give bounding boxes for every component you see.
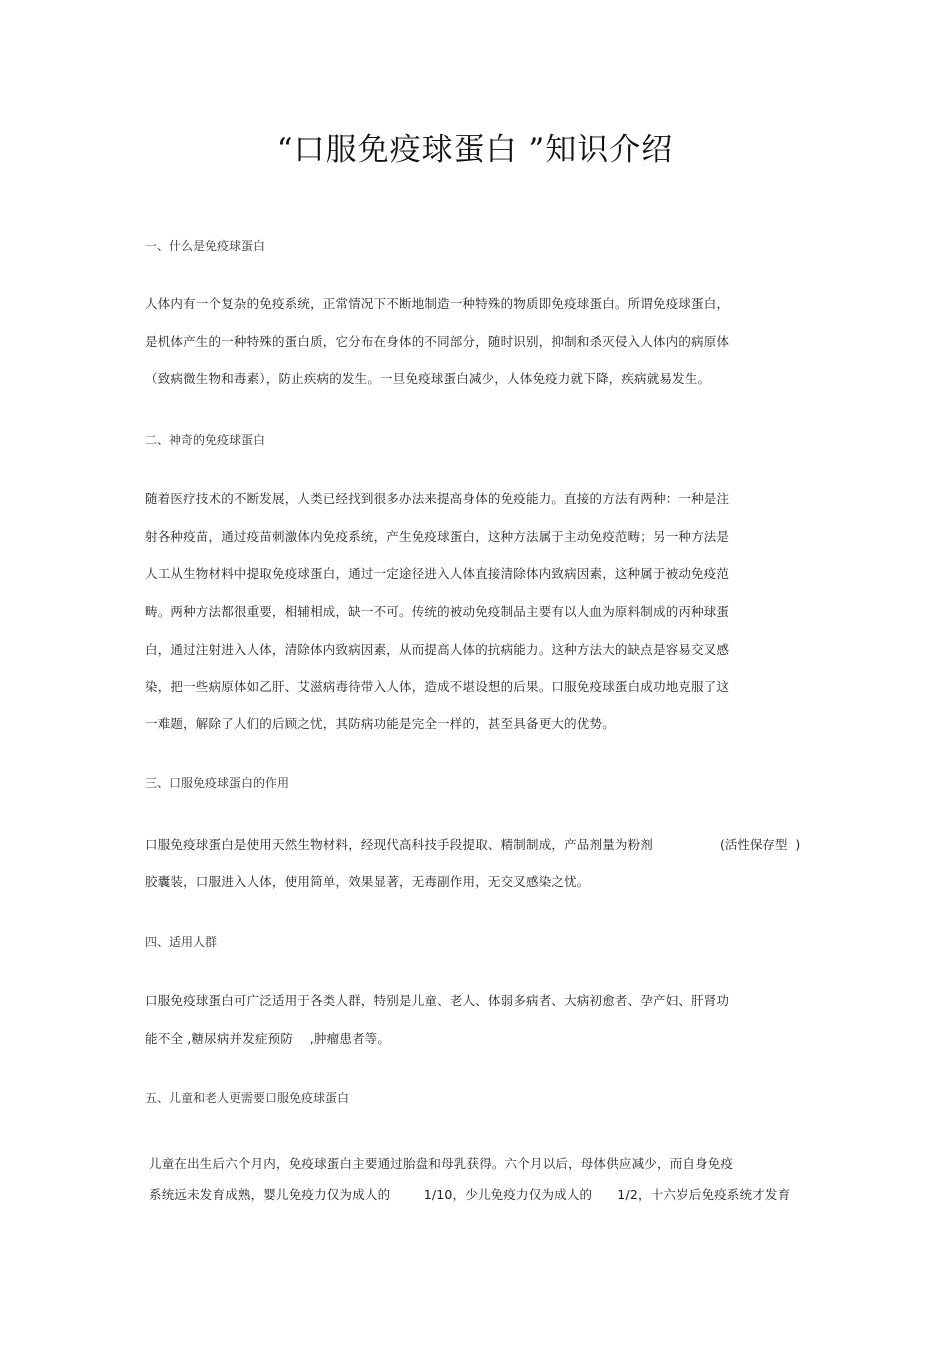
paragraph-line: 随着医疗技术的不断发展，人类已经找到很多办法来提高身体的免疫能力。直接的方法有两种：一种是注: [145, 491, 730, 506]
paragraph-line: （致病微生物和毒素），防止疾病的发生。一旦免疫球蛋白减少，人体免疫力就下降，疾病就易发生。: [145, 371, 711, 386]
section-heading-3: 三、口服免疫球蛋白的作用: [145, 776, 290, 790]
paragraph-line: 儿童在出生后六个月内，免疫球蛋白主要通过胎盘和母乳获得。六个月以后，母体供应减少，而自身免疫: [149, 1156, 734, 1171]
paragraph-line: 胶囊装，口服进入人体，使用简单，效果显著，无毒副作用，无交叉感染之忧。: [145, 874, 590, 889]
paragraph-line: 一难题，解除了人们的后顾之忧，其防病功能是完全一样的，甚至具备更大的优势。: [145, 716, 615, 731]
page-title: “口服免疫球蛋白 ”知识介绍: [276, 132, 674, 168]
paragraph-line: 人工从生物材料中提取免疫球蛋白，通过一定途径进入人体直接清除体内致病因素，这种属于被动免疫范: [145, 566, 730, 581]
paragraph-line: 人体内有一个复杂的免疫系统，正常情况下不断地制造一种特殊的物质即免疫球蛋白。所谓免疫球蛋白，: [145, 296, 730, 311]
paragraph-line: 系统远未发育成熟，婴儿免疫力仅为成人的 1/10，少儿免疫力仅为成人的 1/2，十六岁后免疫系统才发育: [149, 1187, 791, 1202]
paragraph-line: 畴。两种方法都很重要，相辅相成，缺一不可。传统的被动免疫制品主要有以人血为原料制成的丙种球蛋: [145, 604, 730, 619]
section-heading-2: 二、神奇的免疫球蛋白: [145, 433, 266, 447]
section-heading-5: 五、儿童和老人更需要口服免疫球蛋白: [145, 1091, 350, 1105]
paragraph-line: 染，把一些病原体如乙肝、艾滋病毒待带入人体，造成不堪设想的后果。口服免疫球蛋白成功地克服了这: [145, 679, 730, 694]
paragraph-line: 口服免疫球蛋白可广泛适用于各类人群，特别是儿童、老人、体弱多病者、大病初愈者、孕产妇、肝肾功: [145, 993, 730, 1008]
paragraph-line: 是机体产生的一种特殊的蛋白质，它分布在身体的不同部分，随时识别，抑制和杀灭侵入人体内的病原体: [145, 334, 730, 349]
section-heading-1: 一、什么是免疫球蛋白: [145, 239, 266, 253]
paragraph-line: 射各种疫苗，通过疫苗刺激体内免疫系统，产生免疫球蛋白，这种方法属于主动免疫范畴；另一种方法是: [145, 529, 730, 544]
paragraph-line: 白，通过注射进入人体，清除体内致病因素，从而提高人体的抗病能力。这种方法大的缺点是容易交叉感: [145, 642, 730, 657]
paragraph-line: 能不全 ,糖尿病并发症预防 ,肿瘤患者等。: [145, 1031, 391, 1046]
section-heading-4: 四、适用人群: [145, 935, 218, 949]
paragraph-tail-note: (活性保存型 ): [720, 837, 801, 852]
paragraph-line: 口服免疫球蛋白是使用天然生物材料，经现代高科技手段提取、精制制成，产品剂量为粉剂: [145, 837, 654, 852]
